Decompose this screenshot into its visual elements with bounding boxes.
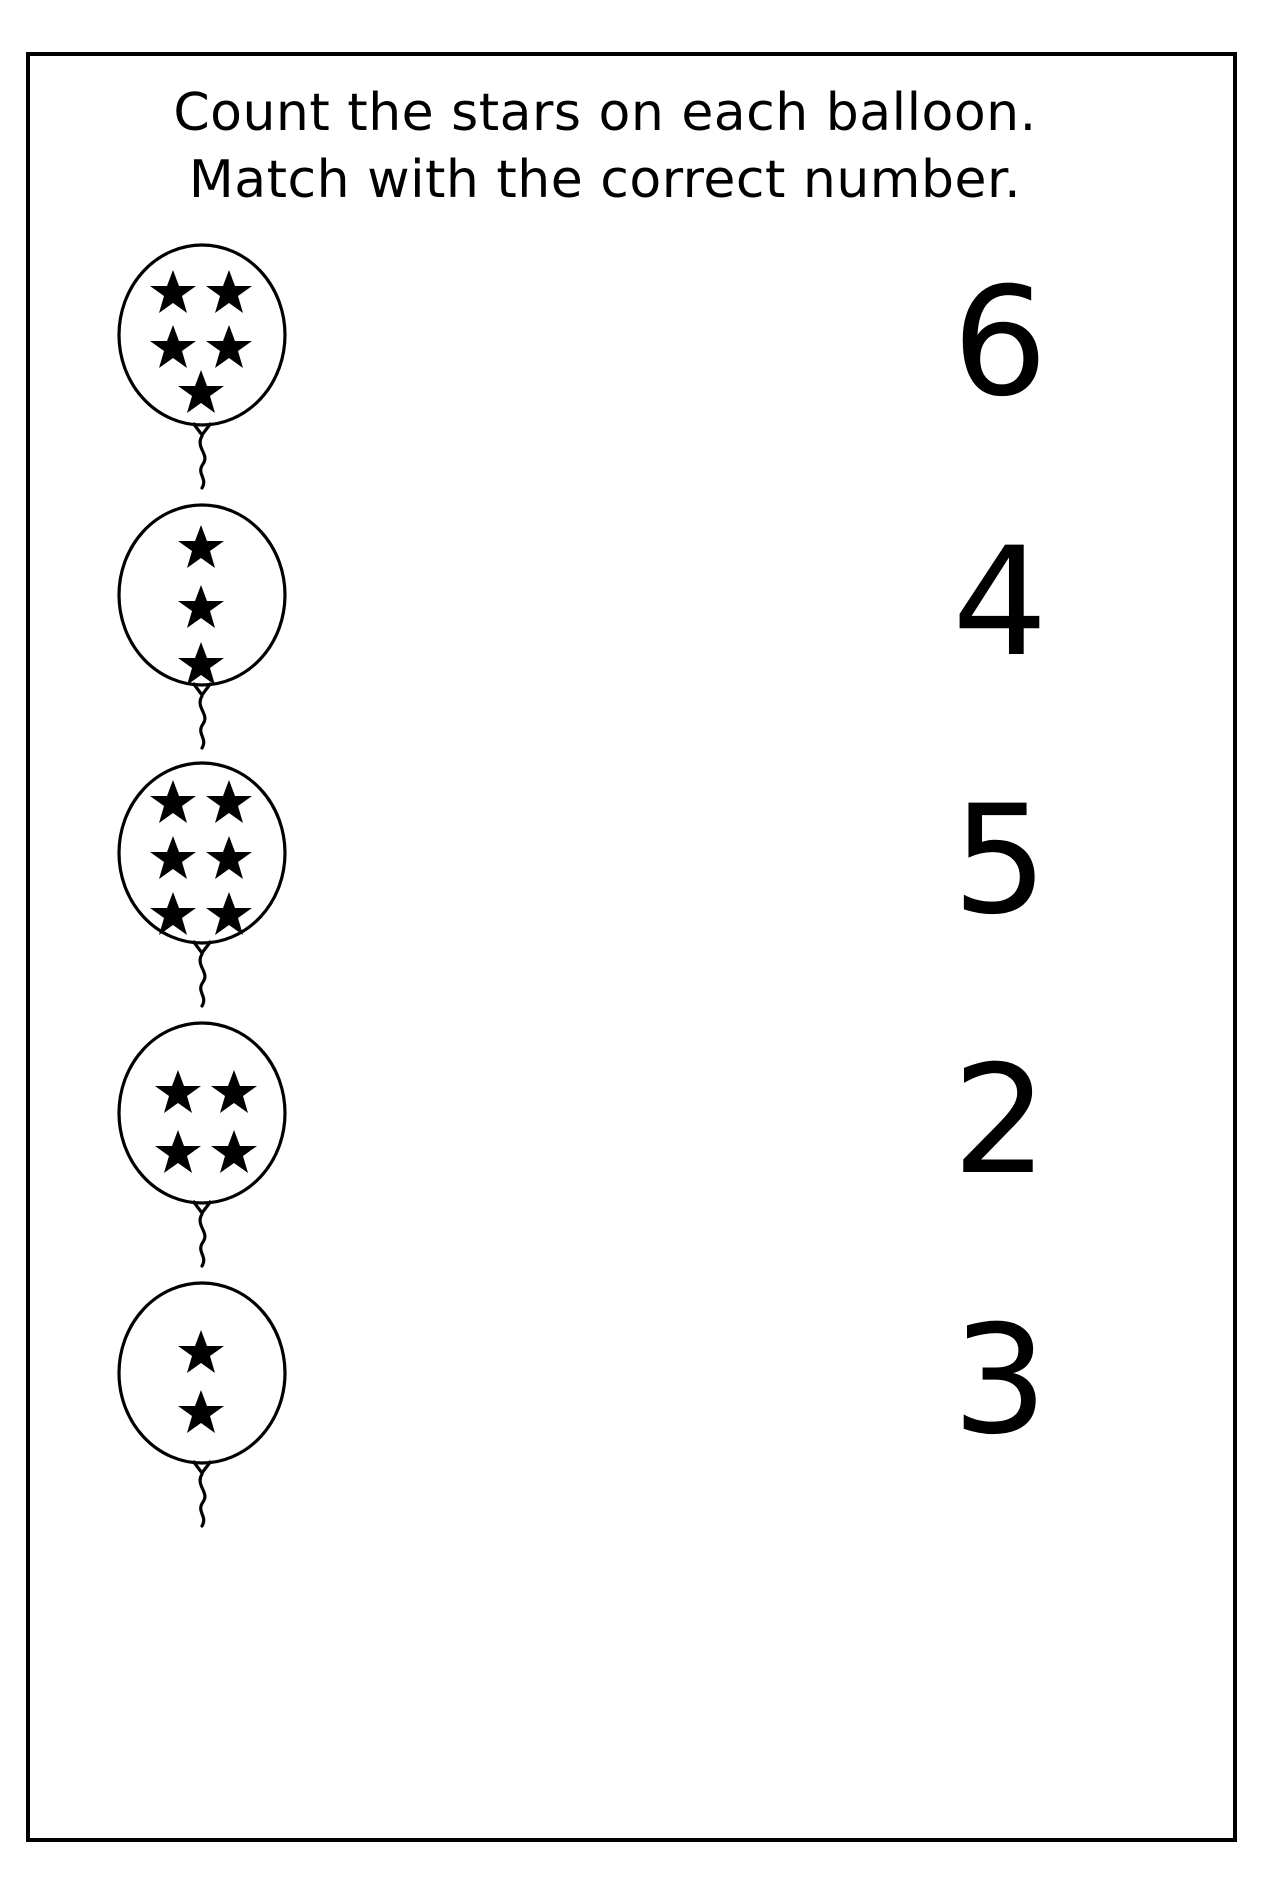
star-group-4 <box>155 1070 257 1173</box>
star-group-5 <box>178 1330 224 1433</box>
star-group-1 <box>150 270 252 413</box>
balloon-2[interactable] <box>105 490 335 780</box>
star-group-2 <box>178 525 224 685</box>
instruction-line-2: Match with the correct number. <box>188 149 1022 210</box>
instruction-line-1: Count the stars on each balloon. <box>173 83 1037 143</box>
match-row-2 <box>60 490 1180 780</box>
balloon-3[interactable] <box>105 748 335 1038</box>
match-row-3 <box>60 748 1180 1038</box>
numeral-2[interactable]: 4 <box>952 516 1048 690</box>
numeral-3[interactable]: 5 <box>952 774 1048 948</box>
numeral-5[interactable]: 3 <box>952 1294 1048 1468</box>
match-row-4 <box>60 1008 1180 1298</box>
numeral-1[interactable]: 6 <box>952 256 1048 430</box>
balloon-5[interactable] <box>105 1268 335 1558</box>
star-group-3 <box>150 780 252 935</box>
numeral-4[interactable]: 2 <box>952 1034 1048 1208</box>
match-row-5 <box>60 1268 1180 1558</box>
instructions <box>60 80 1150 213</box>
balloon-4[interactable] <box>105 1008 335 1298</box>
match-row-1 <box>60 230 1180 520</box>
balloon-1[interactable] <box>105 230 335 520</box>
